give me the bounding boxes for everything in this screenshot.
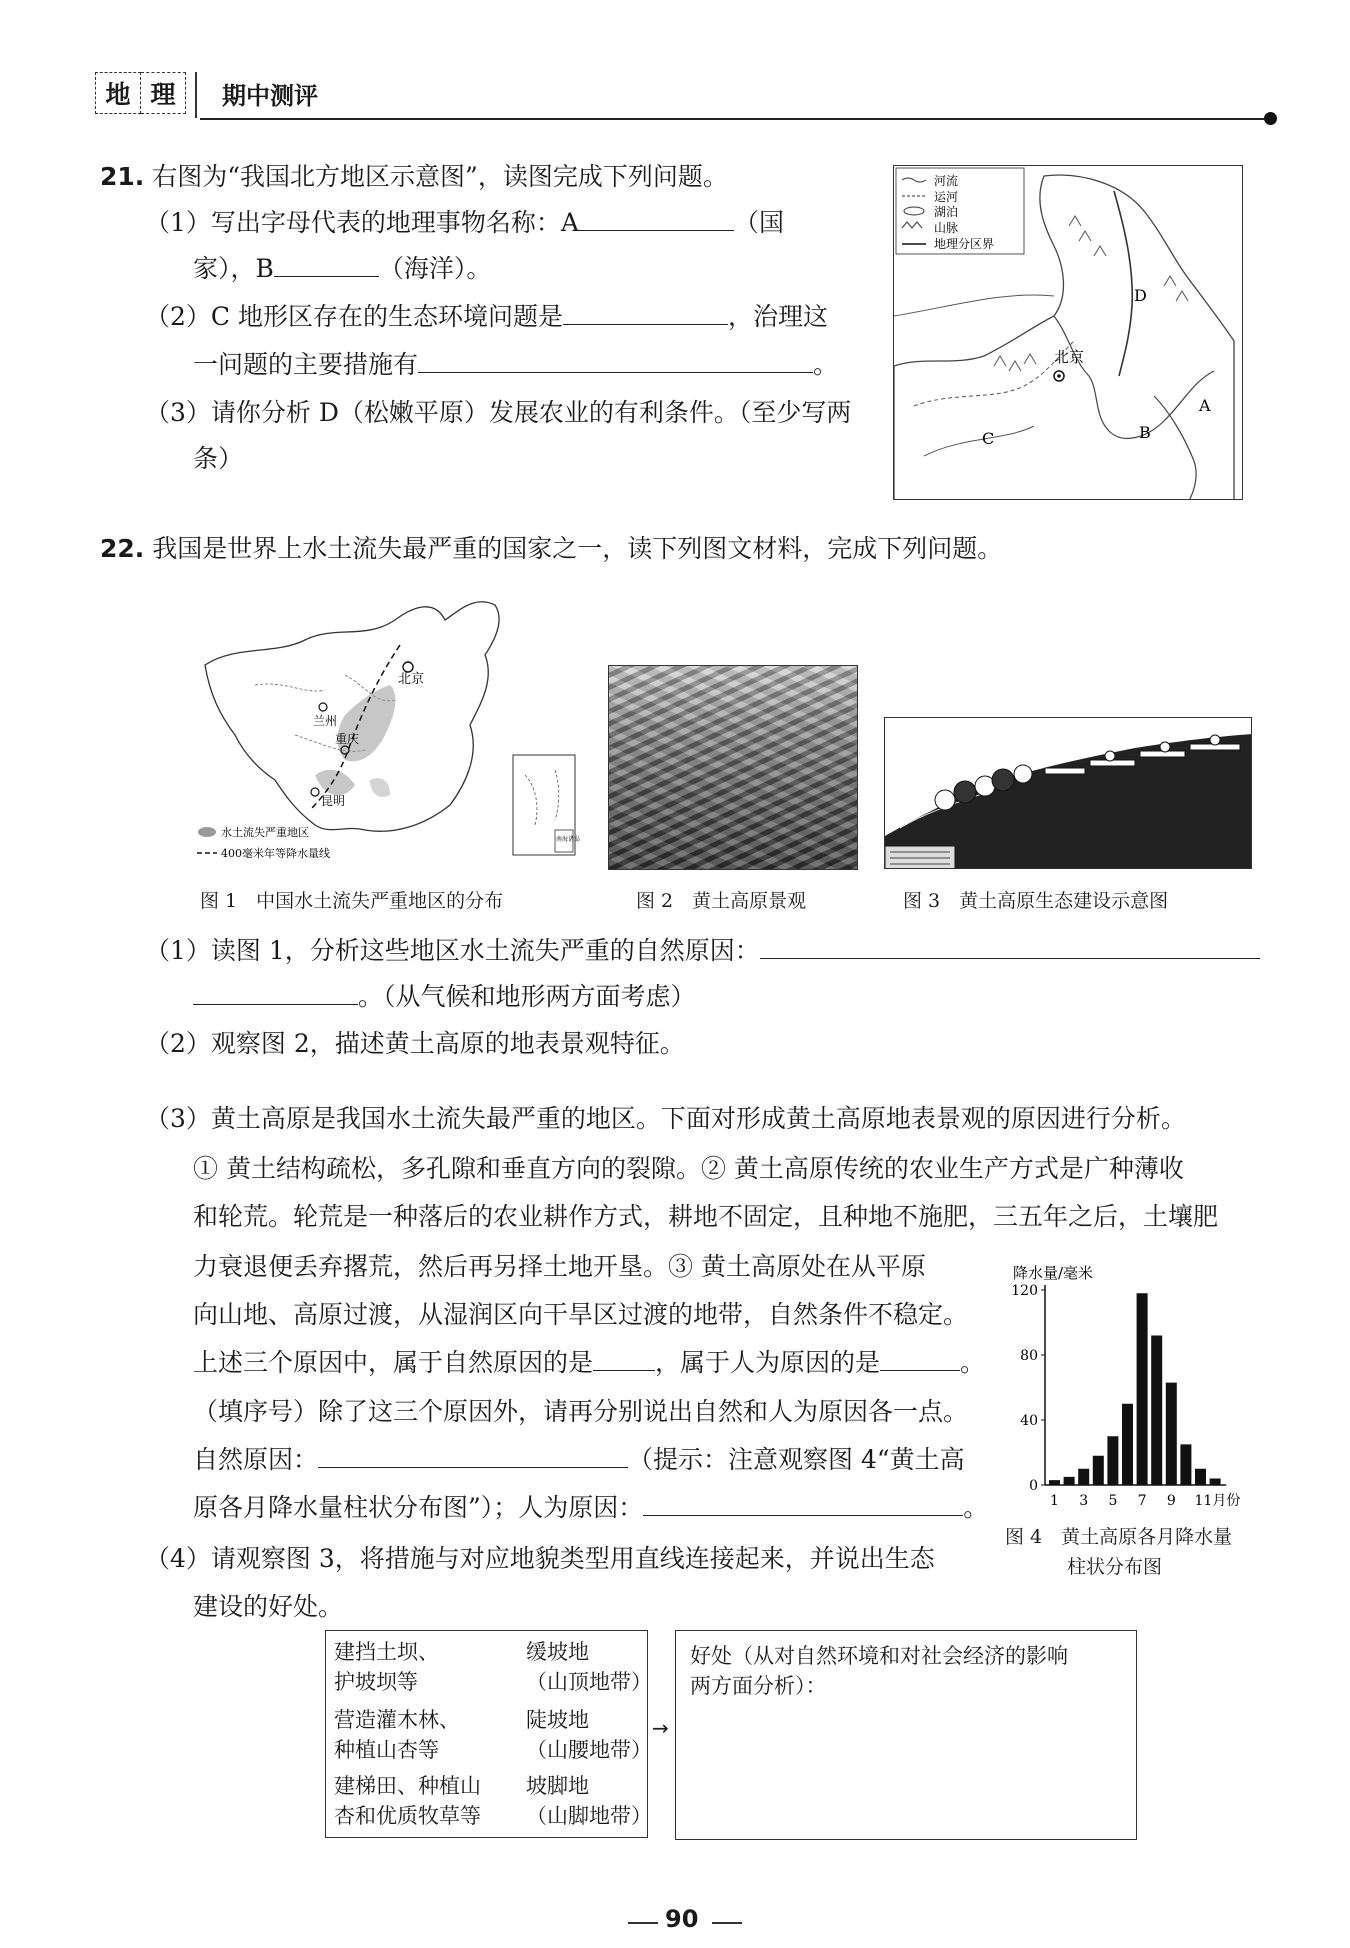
landform-3 [526,1771,652,1831]
map-label-c: C [982,429,995,448]
q21-measure-blank[interactable] [418,346,813,373]
measure-2 [334,1705,460,1765]
landform-1 [526,1637,652,1697]
q21-part2-line2 [193,346,838,384]
chart-xtick-label: 11月份 [1194,1493,1241,1509]
legend-river: 河流 [934,174,959,188]
q21-stem-text: 右图为“我国北方地区示意图”，读图完成下列问题。 [152,162,728,191]
chart-bar [1137,1293,1148,1485]
chart-xtick-label: 5 [1108,1493,1118,1509]
q22-part3-line5: 向山地、高原过渡，从湿润区向干旱区过渡的地带，自然条件不稳定。 [193,1300,969,1329]
q22-natural-reason-label: 自然原因： [193,1445,319,1474]
benefit-answer-box[interactable] [675,1630,1137,1840]
q22-natural-reason-blank[interactable] [318,1441,628,1468]
q21-p2-text-a: （2）C 地形区存在的生态环境问题是 [145,302,563,331]
q22-part2: （2）观察图 2，描述黄土高原的地表景观特征。 [145,1029,685,1058]
fig1-beijing-marker [403,662,413,672]
page-number-rule-left [628,1922,658,1924]
measure-3-line2: 杏和优质牧草等 [334,1804,481,1828]
measure-3 [334,1771,481,1831]
north-china-map [893,165,1243,500]
q22-p3-end: 。 [963,1493,989,1522]
landform-2-line2: （山腰地带） [526,1738,652,1762]
fig1-label-lanzhou: 兰州 [313,714,338,728]
chart-xtick-label: 1 [1050,1493,1059,1509]
q22-part4-line1: （4）请观察图 3，将措施与对应地貌类型用直线连接起来，并说出生态 [145,1544,935,1573]
q21-part3-line1: （3）请你分析 D（松嫩平原）发展农业的有利条件。（至少写两 [145,398,852,427]
q21-p2-text-c: 一问题的主要措施有 [193,350,419,379]
chart-ytick-label: 0 [1029,1478,1038,1494]
fig1-svg [195,585,590,870]
q22-hint-text: （提示：注意观察图 4“黄土高 [628,1445,965,1474]
landform-1-line2: （山顶地带） [526,1670,652,1694]
map-label-a: A [1199,396,1211,415]
q22-number: 22. [100,534,145,563]
measure-1-line2: 护坡坝等 [334,1670,418,1694]
chart-ytick-label: 40 [1020,1413,1038,1429]
fig1-caption: 图 1 中国水土流失严重地区的分布 [200,890,504,912]
benefit-prompt [690,1641,1068,1701]
measure-1-line1: 建挡土坝、 [334,1640,439,1664]
q21-part2-line1 [145,298,828,336]
q22-part3-line7: （填序号）除了这三个原因外，请再分别说出自然和人为原因各一点。 [193,1397,969,1426]
q21-part1-line2 [193,250,491,288]
fig4-precip-chart [1005,1260,1275,1510]
page-number-rule-right [712,1922,742,1924]
q21-p1-text-b: （国 [733,208,784,237]
fig1-label-nanhai: 南海诸岛 [556,836,581,843]
arrow-icon: → [652,1716,669,1740]
fig1-label-kunming: 昆明 [321,794,346,808]
q22-p3-human-label: ，属于人为原因的是 [655,1348,881,1377]
header-rule-dot [1264,112,1277,125]
benefit-prompt-line2: 两方面分析）： [690,1674,827,1698]
landform-2 [526,1705,652,1765]
fig1-label-chongqing: 重庆 [335,732,360,746]
q22-part3-line6 [193,1344,985,1382]
map-label-d: D [1134,286,1147,305]
fig4-chart-svg [1005,1260,1275,1510]
fig1-legend-isohyet: 400毫米年等降水量线 [221,847,330,860]
chart-bar [1180,1444,1191,1485]
chart-bar [1049,1480,1060,1485]
measure-2-line1: 营造灌木林、 [334,1708,460,1732]
q22-part3-line3: 和轮荒。轮荒是一种落后的农业耕作方式，耕地不固定，且种地不施肥，三五年之后，土壤肥 [193,1202,1219,1231]
legend-mountain: 山脉 [934,221,959,235]
q21-problem-blank[interactable] [563,298,728,325]
fig4-caption-line1: 图 4 黄土高原各月降水量 [1005,1526,1233,1548]
chart-xtick-label: 9 [1166,1493,1176,1509]
subject-char-1: 地 [95,72,141,114]
q21-p1-text-d: （海洋）。 [378,254,492,283]
q22-p3-natural-label: 上述三个原因中，属于自然原因的是 [193,1348,594,1377]
header-rule [200,118,1270,120]
q21-p2-text-b: ，治理这 [727,302,828,331]
fig1-china-map [195,585,590,870]
q21-stem [100,158,728,196]
map-label-b: B [1139,423,1151,442]
chart-xtick-label: 7 [1137,1493,1147,1509]
fig2-loess-photo [608,665,858,870]
fig3-eco-sketch [884,717,1252,869]
matching-box [325,1630,652,1838]
header-divider [195,72,197,118]
q21-part1-line1 [145,204,784,242]
q22-part1-line1 [145,932,1260,970]
chart-bar [1107,1436,1118,1485]
chart-bar [1064,1477,1075,1485]
subject-char-2: 理 [141,72,186,114]
landform-1-line1: 缓坡地 [526,1640,589,1664]
q22-p1-text-b: 。（从气候和地形两方面考虑） [358,982,696,1011]
legend-lake: 湖泊 [934,205,959,219]
north-china-map-svg [894,166,1243,500]
fig1-legend-erosion: 水土流失严重地区 [221,826,309,839]
q21-p1-text-c: 家），B [193,254,274,283]
q22-p1-text-a: （1）读图 1，分析这些地区水土流失严重的自然原因： [145,936,760,965]
q21-answer-a-blank[interactable] [579,204,734,231]
fig1-legend-swatch [198,827,216,837]
q22-part3-line2: ① 黄土结构疏松，多孔隙和垂直方向的裂隙。② 黄土高原传统的农业生产方式是广种薄收 [193,1154,1184,1183]
fig2-caption: 图 2 黄土高原景观 [636,890,807,912]
chart-bar [1166,1383,1177,1485]
q22-part3-line8 [193,1441,965,1479]
q21-answer-b-blank[interactable] [274,250,379,277]
landform-3-line1: 坡脚地 [526,1774,589,1798]
fig1-lanzhou-marker [319,703,327,711]
q22-part1-line2 [193,978,696,1016]
q22-stem [100,530,1002,568]
q21-p2-text-d: 。 [813,350,839,379]
q22-human-reason-blank[interactable] [643,1489,963,1516]
measure-3-line1: 建梯田、种植山 [334,1774,481,1798]
chart-bar [1093,1456,1104,1485]
fig1-kunming-marker [311,788,319,796]
chart-ytick-label: 120 [1011,1283,1038,1299]
landform-3-line2: （山脚地带） [526,1804,652,1828]
chart-bar [1151,1336,1162,1486]
subject-badge [95,72,186,114]
fig1-label-beijing: 北京 [398,672,425,687]
q22-part3-line1: （3）黄土高原是我国水土流失最严重的地区。下面对形成黄土高原地表景观的原因进行分析。 [145,1104,1186,1133]
chart-ylabel: 降水量/毫米 [1013,1264,1094,1282]
q22-part3-line9 [193,1489,988,1527]
measure-1 [334,1637,439,1697]
q21-part3-line2: 条） [193,444,244,473]
chart-bar [1195,1469,1206,1485]
chart-bar [1078,1469,1089,1485]
q22-natural-cause-blank[interactable] [593,1344,655,1371]
landform-2-line1: 陡坡地 [526,1708,589,1732]
q22-stem-text: 我国是世界上水土流失最严重的国家之一，读下列图文材料，完成下列问题。 [152,534,1003,563]
chart-xtick-label: 3 [1079,1493,1089,1509]
page-number: 90 [665,1905,699,1933]
measure-2-line2: 种植山杏等 [334,1738,439,1762]
fig3-svg [885,718,1252,869]
q22-human-cause-blank[interactable] [880,1344,960,1371]
q22-p1-blank-1[interactable] [760,932,1260,959]
q22-part3-line4: 力衰退便丢弃撂荒，然后再另择土地开垦。③ 黄土高原处在从平原 [193,1252,926,1281]
benefit-prompt-line1: 好处（从对自然环境和对社会经济的影响 [690,1644,1068,1668]
q22-p1-blank-2[interactable] [193,978,358,1005]
q22-p3-period: 。 [960,1348,986,1377]
q22-human-reason-label: 原各月降水量柱状分布图”）；人为原因： [193,1493,644,1522]
legend-canal: 运河 [934,190,959,204]
section-title: 期中测评 [222,82,318,110]
chart-bar [1122,1404,1133,1485]
legend-boundary: 地理分区界 [934,237,995,251]
q21-number: 21. [100,162,145,191]
q22-part4-line2: 建设的好处。 [193,1592,344,1621]
fig4-caption-line2: 柱状分布图 [1067,1556,1163,1578]
chart-bar [1210,1479,1221,1486]
q21-p1-text-a: （1）写出字母代表的地理事物名称：A [145,208,579,237]
fig3-caption: 图 3 黄土高原生态建设示意图 [903,890,1169,912]
chart-ytick-label: 80 [1020,1348,1038,1364]
map-label-beijing: 北京 [1054,348,1085,366]
